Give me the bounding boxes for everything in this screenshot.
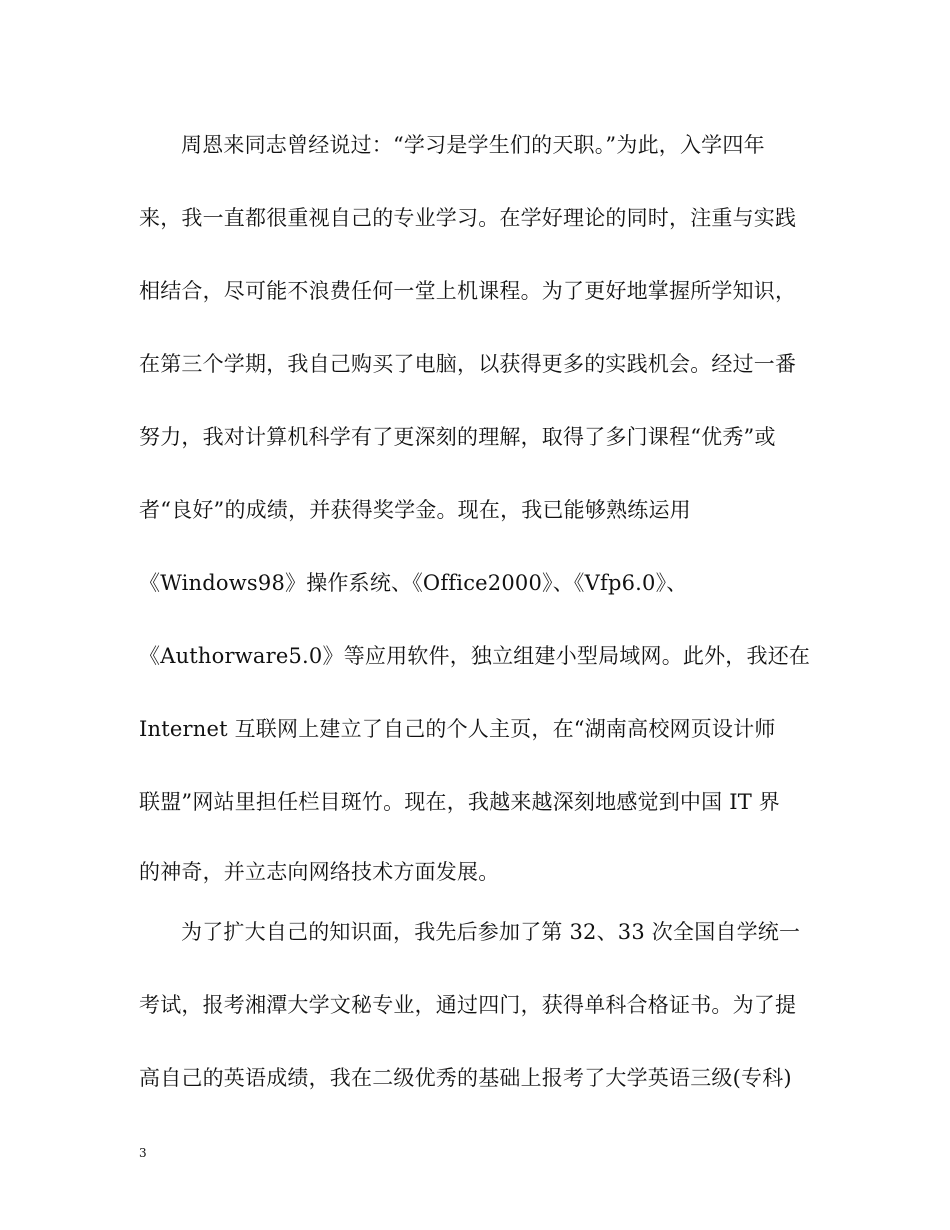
paragraph-1-line-8: 《Authorware5.0》等应用软件，独立组建小型局域网。此外，我还在	[139, 644, 811, 668]
paragraph-1-line-3: 相结合，尽可能不浪费任何一堂上机课程。为了更好地掌握所学知识，	[139, 279, 797, 303]
paragraph-1-line-5: 努力，我对计算机科学有了更深刻的理解，取得了多门课程“优秀”或	[139, 425, 776, 449]
paragraph-2-line-1: 为了扩大自己的知识面，我先后参加了第 32、33 次全国自学统一	[181, 920, 801, 944]
page-number: 3	[139, 1146, 147, 1160]
paragraph-2-line-3: 高自己的英语成绩，我在二级优秀的基础上报考了大学英语三级(专科)	[139, 1066, 792, 1090]
paragraph-1-line-7: 《Windows98》操作系统、《Office2000》、《Vfp6.0》、	[139, 571, 688, 595]
paragraph-1-line-4: 在第三个学期，我自己购买了电脑，以获得更多的实践机会。经过一番	[139, 352, 797, 376]
paragraph-1-line-6: 者“良好”的成绩，并获得奖学金。现在，我已能够熟练运用	[139, 498, 691, 522]
paragraph-1-line-11: 的神奇，并立志向网络技术方面发展。	[139, 860, 500, 884]
paragraph-1-line-9: Internet 互联网上建立了自己的个人主页，在“湖南高校网页设计师	[139, 717, 776, 741]
paragraph-1-line-1: 周恩来同志曾经说过：“学习是学生们的天职。”为此，入学四年	[181, 133, 765, 157]
paragraph-1-line-10: 联盟”网站里担任栏目斑竹。现在，我越来越深刻地感觉到中国 IT 界	[139, 790, 780, 814]
paragraph-2-line-2: 考试，报考湘潭大学文秘专业，通过四门，获得单科合格证书。为了提	[139, 993, 797, 1017]
paragraph-1-line-2: 来，我一直都很重视自己的专业学习。在学好理论的同时，注重与实践	[139, 206, 797, 230]
